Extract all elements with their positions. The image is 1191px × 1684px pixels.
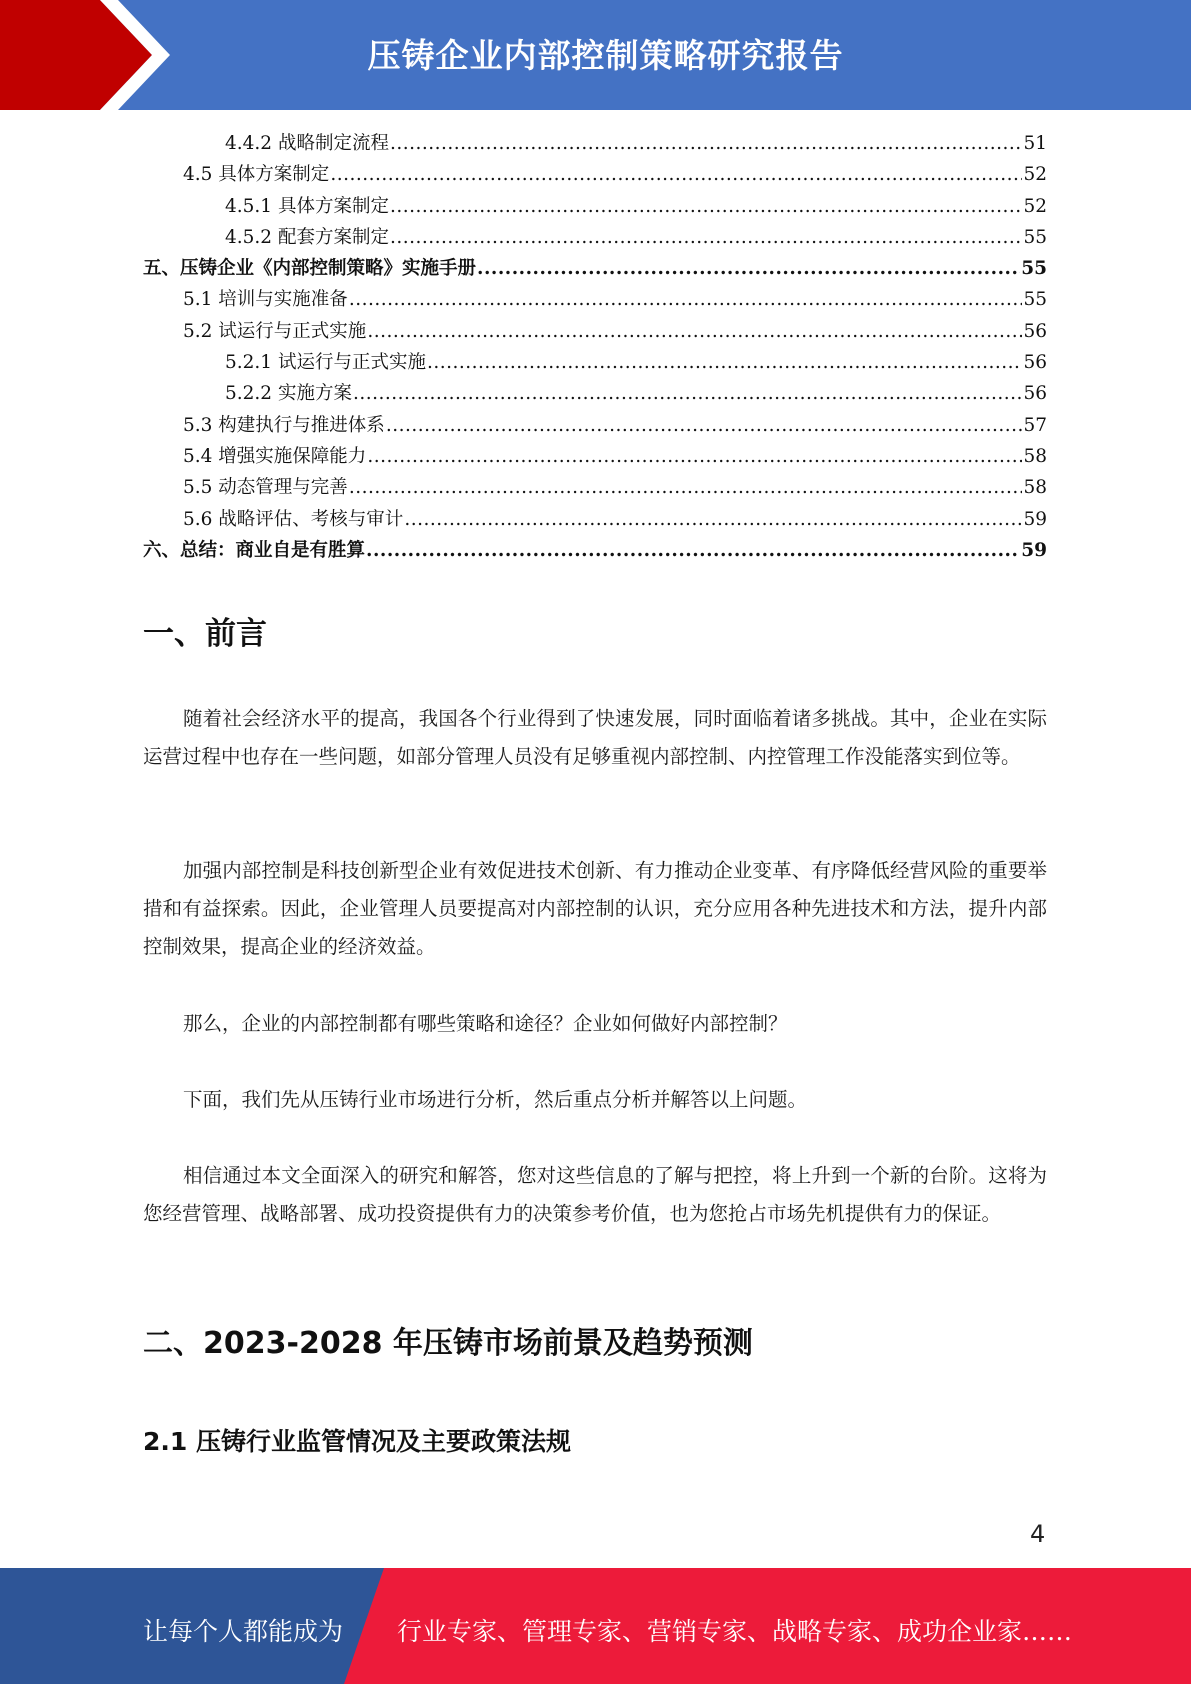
preface-paragraph: 相信通过本文全面深入的研究和解答，您对这些信息的了解与把控，将上升到一个新的台阶。这将为您经营管理、战略部署、成功投资提供有力的决策参考价值，也为您抢占市场先机提供有力的保证。 (143, 1164, 1047, 1225)
page-number: 4 (1030, 1520, 1046, 1548)
toc-label: 4.5.1 具体方案制定 (225, 195, 389, 217)
toc-label: 5.4 增强实施保障能力 (183, 445, 367, 467)
report-title: 压铸企业内部控制策略研究报告 (367, 36, 844, 75)
toc-entry[interactable] (143, 128, 1047, 159)
toc-page-number: 52 (1023, 164, 1047, 186)
toc-leader (367, 316, 1022, 347)
section-2-heading: 二、2023-2028 年压铸市场前景及趋势预测 (143, 1326, 753, 1361)
toc-page-number: 52 (1023, 195, 1047, 217)
page-footer (0, 1568, 1191, 1684)
toc-leader (390, 191, 1022, 222)
section-2-1-heading: 2.1 压铸行业监管情况及主要政策法规 (143, 1427, 571, 1456)
toc-page-number: 56 (1023, 383, 1047, 405)
toc-label: 4.5 具体方案制定 (183, 164, 330, 186)
toc-entry[interactable] (143, 222, 1047, 253)
toc-entry[interactable] (143, 316, 1047, 347)
toc-entry[interactable] (143, 410, 1047, 441)
toc-leader (386, 410, 1023, 441)
toc-entry[interactable] (143, 441, 1047, 472)
toc-entry[interactable] (143, 378, 1047, 409)
toc-label: 5.2 试运行与正式实施 (183, 320, 367, 342)
toc-entry[interactable] (143, 504, 1047, 535)
toc-leader (353, 378, 1023, 409)
toc-label: 5.2.1 试运行与正式实施 (225, 352, 426, 374)
toc-leader (390, 128, 1022, 159)
toc-page-number: 59 (1023, 508, 1047, 530)
toc-page-number: 58 (1023, 445, 1047, 467)
toc-entry[interactable] (143, 284, 1047, 315)
toc-page-number: 56 (1023, 352, 1047, 374)
toc-label: 5.3 构建执行与推进体系 (183, 414, 385, 436)
toc-page-number: 57 (1023, 414, 1047, 436)
toc-label: 4.5.2 配套方案制定 (225, 226, 389, 248)
toc-label: 六、总结：商业自是有胜算 (143, 539, 366, 561)
toc-page-number: 55 (1023, 226, 1047, 248)
toc-leader (349, 472, 1023, 503)
toc-entry[interactable] (143, 191, 1047, 222)
toc-leader (427, 347, 1022, 378)
toc-entry[interactable] (143, 472, 1047, 503)
toc-label: 5.1 培训与实施准备 (183, 289, 348, 311)
toc-leader (390, 222, 1022, 253)
toc-leader (367, 441, 1022, 472)
preface-paragraph: 那么，企业的内部控制都有哪些策略和途径？企业如何做好内部控制？ (183, 1012, 788, 1035)
page-header (0, 0, 1191, 110)
footer-slogan-right: 行业专家、管理专家、营销专家、战略专家、成功企业家…… (397, 1617, 1073, 1646)
toc-leader (349, 284, 1023, 315)
toc-leader (477, 253, 1020, 284)
toc-page-number: 58 (1023, 477, 1047, 499)
toc-entry[interactable] (143, 347, 1047, 378)
footer-slogan-left: 让每个人都能成为 (143, 1617, 344, 1646)
preface-paragraph: 加强内部控制是科技创新型企业有效促进技术创新、有力推动企业变革、有序降低经营风险的重要举措和有益探索。因此，企业管理人员要提高对内部控制的认识，充分应用各种先进技术和方法，提升内部控制效果，提高企业的经济效益。 (143, 859, 1047, 958)
toc-page-number: 51 (1023, 133, 1047, 154)
toc-leader (330, 159, 1022, 190)
toc-label: 五、压铸企业《内部控制策略》实施手册 (143, 258, 477, 280)
toc-page-number: 55 (1023, 289, 1047, 311)
preface-heading: 一、前言 (143, 616, 267, 652)
preface-paragraph: 随着社会经济水平的提高，我国各个行业得到了快速发展，同时面临着诸多挑战。其中，企业在实际运营过程中也存在一些问题，如部分管理人员没有足够重视内部控制、内控管理工作没能落实到位等。 (143, 707, 1047, 768)
toc-entry[interactable] (143, 535, 1047, 566)
toc-label: 5.2.2 实施方案 (225, 383, 352, 405)
toc-leader (404, 504, 1022, 535)
toc-page-number: 59 (1021, 539, 1047, 561)
toc-page-number: 56 (1023, 320, 1047, 342)
table-of-contents (143, 128, 1047, 566)
toc-label: 5.6 战略评估、考核与审计 (183, 508, 404, 530)
preface-paragraph: 下面，我们先从压铸行业市场进行分析，然后重点分析并解答以上问题。 (183, 1088, 808, 1111)
toc-label: 5.5 动态管理与完善 (183, 477, 348, 499)
toc-entry[interactable] (143, 159, 1047, 190)
toc-label: 4.4.2 战略制定流程 (225, 133, 389, 154)
toc-leader (366, 535, 1020, 566)
toc-page-number: 55 (1021, 258, 1047, 280)
toc-entry[interactable] (143, 253, 1047, 284)
